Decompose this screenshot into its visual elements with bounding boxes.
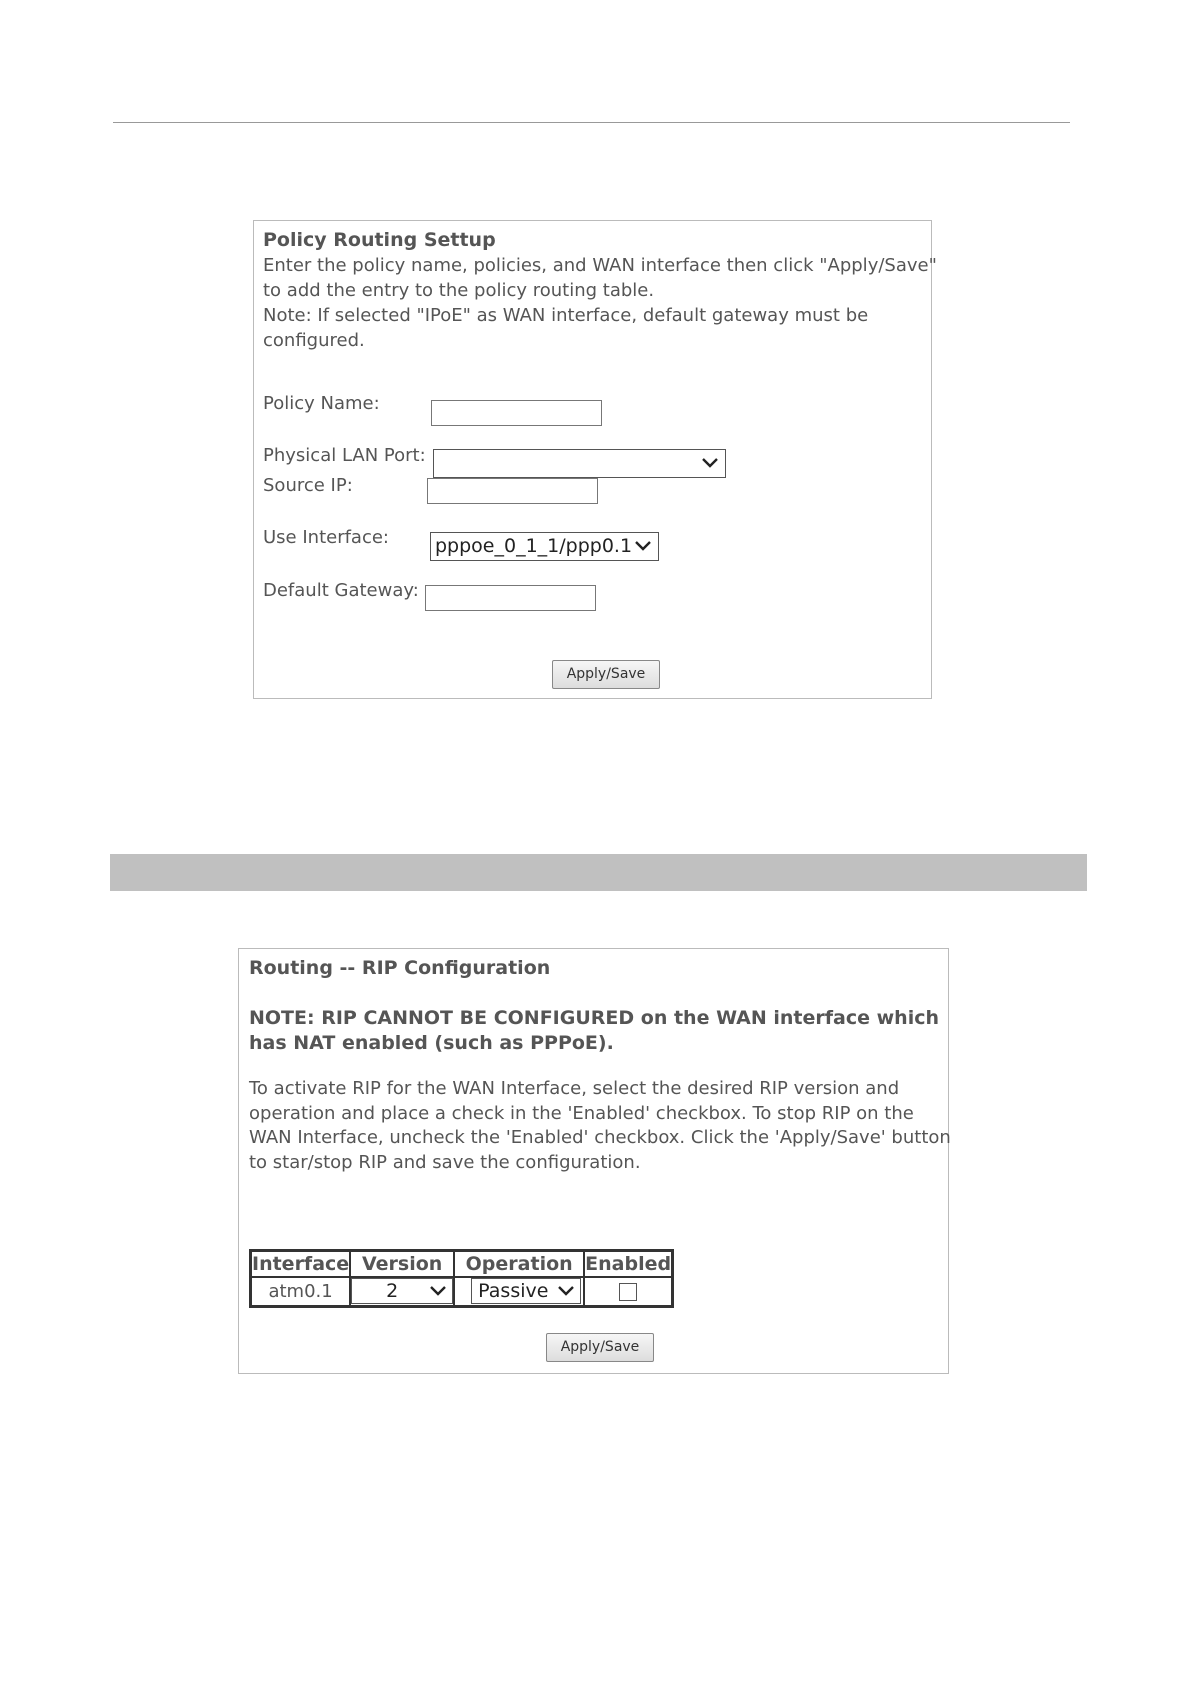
chevron-down-icon — [701, 457, 719, 469]
policy-name-input[interactable] — [431, 400, 602, 426]
rip-note — [249, 1006, 939, 1056]
desc-line: operation and place a check in the 'Enabled' checkbox. To stop RIP on the — [249, 1102, 914, 1124]
use-interface-label: Use Interface: — [263, 527, 389, 548]
desc-line: configured. — [263, 330, 365, 351]
desc-line: to add the entry to the policy routing table. — [263, 280, 655, 301]
operation-cell — [454, 1277, 584, 1307]
operation-select[interactable] — [471, 1278, 581, 1304]
default-gateway-input[interactable] — [425, 585, 596, 611]
column-header-version: Version — [350, 1251, 454, 1277]
physical-lan-port-label: Physical LAN Port: — [263, 445, 426, 466]
rip-table — [249, 1249, 674, 1308]
chevron-down-icon — [429, 1285, 447, 1297]
version-cell — [350, 1277, 454, 1307]
note-line: NOTE: RIP CANNOT BE CONFIGURED on the WAN interface which — [249, 1007, 940, 1029]
enabled-checkbox[interactable] — [619, 1283, 637, 1301]
policy-routing-panel — [253, 220, 937, 699]
table-header-row — [251, 1251, 673, 1277]
note-line: has NAT enabled (such as PPPoE). — [249, 1032, 614, 1054]
operation-value: Passive — [478, 1280, 549, 1303]
source-ip-label: Source IP: — [263, 475, 353, 496]
column-header-enabled: Enabled — [584, 1251, 672, 1277]
policy-routing-description — [263, 253, 937, 353]
rip-description — [249, 1077, 951, 1175]
column-header-interface: Interface — [251, 1251, 351, 1277]
policy-name-label: Policy Name: — [263, 393, 380, 414]
use-interface-value: pppoe_0_1_1/ppp0.1 — [435, 535, 633, 557]
desc-line: to star/stop RIP and save the configuration. — [249, 1151, 641, 1173]
version-select[interactable] — [351, 1278, 453, 1304]
version-value: 2 — [386, 1280, 399, 1303]
physical-lan-port-select[interactable] — [433, 449, 726, 478]
rip-title: Routing -- RIP Configuration — [249, 957, 551, 979]
enabled-cell — [584, 1277, 672, 1307]
desc-line: To activate RIP for the WAN Interface, select the desired RIP version and — [249, 1078, 900, 1099]
default-gateway-label: Default Gateway: — [263, 580, 419, 601]
use-interface-select[interactable] — [430, 532, 659, 561]
apply-save-button[interactable]: Apply/Save — [552, 660, 660, 689]
policy-routing-title: Policy Routing Settup — [263, 229, 496, 251]
interface-cell: atm0.1 — [251, 1277, 351, 1307]
top-rule — [113, 122, 1070, 123]
rip-configuration-panel — [238, 948, 949, 1374]
desc-line: Enter the policy name, policies, and WAN interface then click "Apply/Save" — [263, 255, 937, 276]
desc-line: Note: If selected "IPoE" as WAN interface, default gateway must be — [263, 305, 869, 326]
desc-line: WAN Interface, uncheck the 'Enabled' checkbox. Click the 'Apply/Save' button — [249, 1127, 951, 1148]
section-header-bar — [110, 854, 1087, 891]
chevron-down-icon — [634, 540, 652, 552]
apply-save-button[interactable]: Apply/Save — [546, 1333, 654, 1362]
table-row — [251, 1277, 673, 1307]
column-header-operation: Operation — [454, 1251, 584, 1277]
chevron-down-icon — [557, 1285, 575, 1297]
source-ip-input[interactable] — [427, 478, 598, 504]
